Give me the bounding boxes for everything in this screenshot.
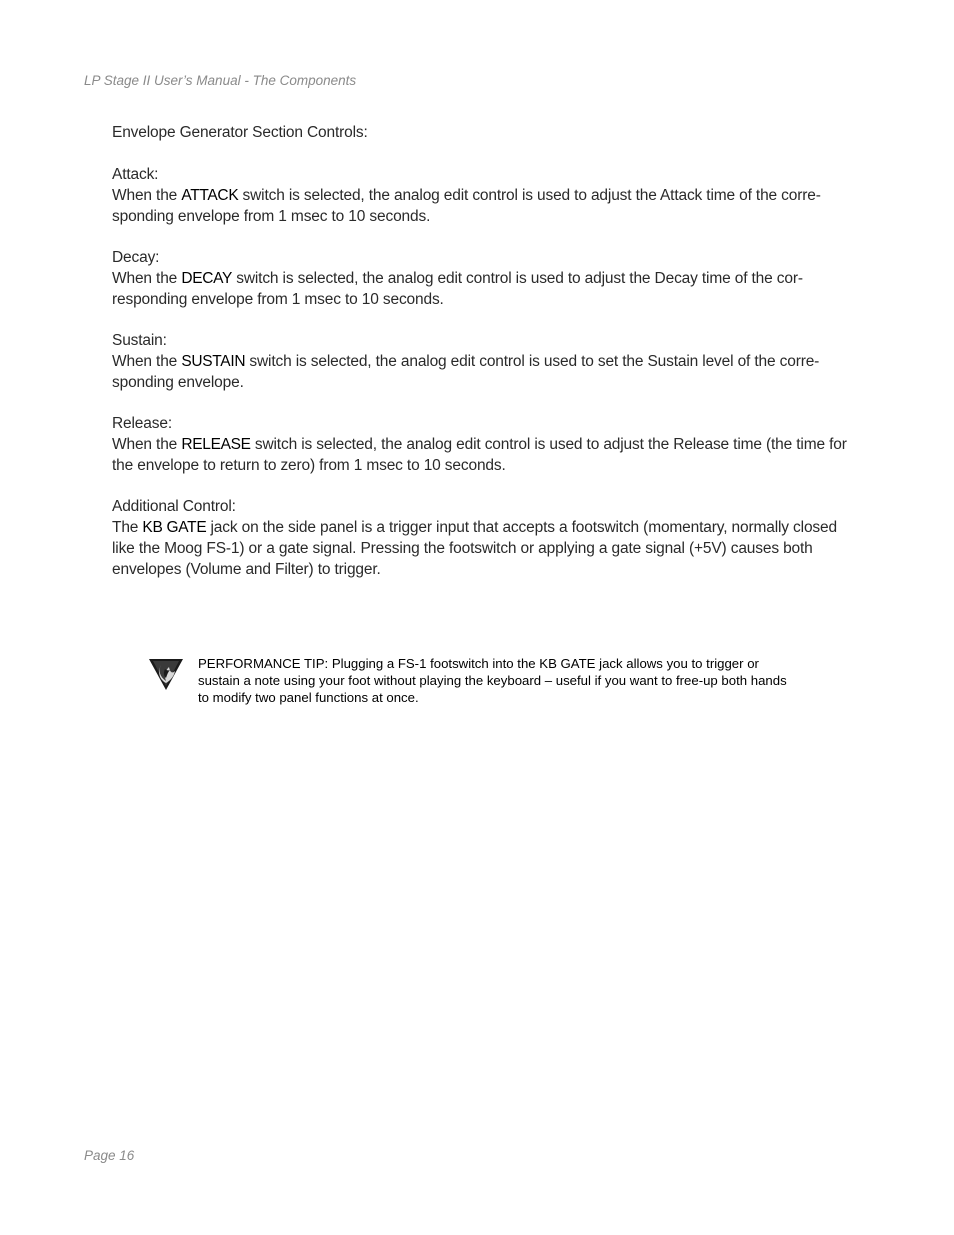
- keyword: DECAY: [181, 270, 233, 287]
- section-decay: [112, 247, 847, 310]
- section-additional-control: [112, 496, 847, 580]
- section-sustain: [112, 330, 847, 393]
- running-header: LP Stage II User’s Manual - The Components: [84, 73, 357, 88]
- section-title: Release:: [112, 415, 172, 432]
- keyword: SUSTAIN: [181, 353, 246, 370]
- section-title: Attack:: [112, 166, 159, 183]
- tip-text: PERFORMANCE TIP: Plugging a FS-1 footswitch into the KB GATE jack allows you to trigger or sustain a note using your foot without playing the keyboard – useful if you want to free-up both hands to modify two panel functions at once.: [198, 656, 787, 705]
- section-title: Sustain:: [112, 332, 167, 349]
- section-body: The KB GATE jack on the side panel is a trigger input that accepts a footswitch (momentary, normally closed like the Moog FS-1) or a gate signal. Pressing the footswitch or applying a gate signal (+5V) causes both envelopes (Volume and Filter) to trigger.: [112, 519, 837, 578]
- page-number: Page 16: [84, 1148, 135, 1163]
- section-intro: Envelope Generator Section Controls:: [112, 124, 368, 141]
- section-title: Additional Control:: [112, 498, 236, 515]
- main-content: [112, 122, 847, 600]
- section-body: When the SUSTAIN switch is selected, the analog edit control is used to set the Sustain level of the corre-sponding envelope.: [112, 353, 820, 391]
- section-body: When the DECAY switch is selected, the analog edit control is used to adjust the Decay time of the cor-responding envelope from 1 msec to 10 seconds.: [112, 270, 803, 308]
- moog-logo-triangle-icon: [148, 657, 184, 691]
- keyword: ATTACK: [181, 187, 239, 204]
- section-body: When the RELEASE switch is selected, the analog edit control is used to adjust the Release time (the time for the envelope to return to zero) from 1 msec to 10 seconds.: [112, 436, 847, 474]
- section-body: When the ATTACK switch is selected, the analog edit control is used to adjust the Attack time of the corre-sponding envelope from 1 msec to 10 seconds.: [112, 187, 821, 225]
- keyword: RELEASE: [181, 436, 251, 453]
- keyword: KB GATE: [142, 519, 207, 536]
- section-title: Decay:: [112, 249, 160, 266]
- section-attack: [112, 164, 847, 227]
- section-release: [112, 413, 847, 476]
